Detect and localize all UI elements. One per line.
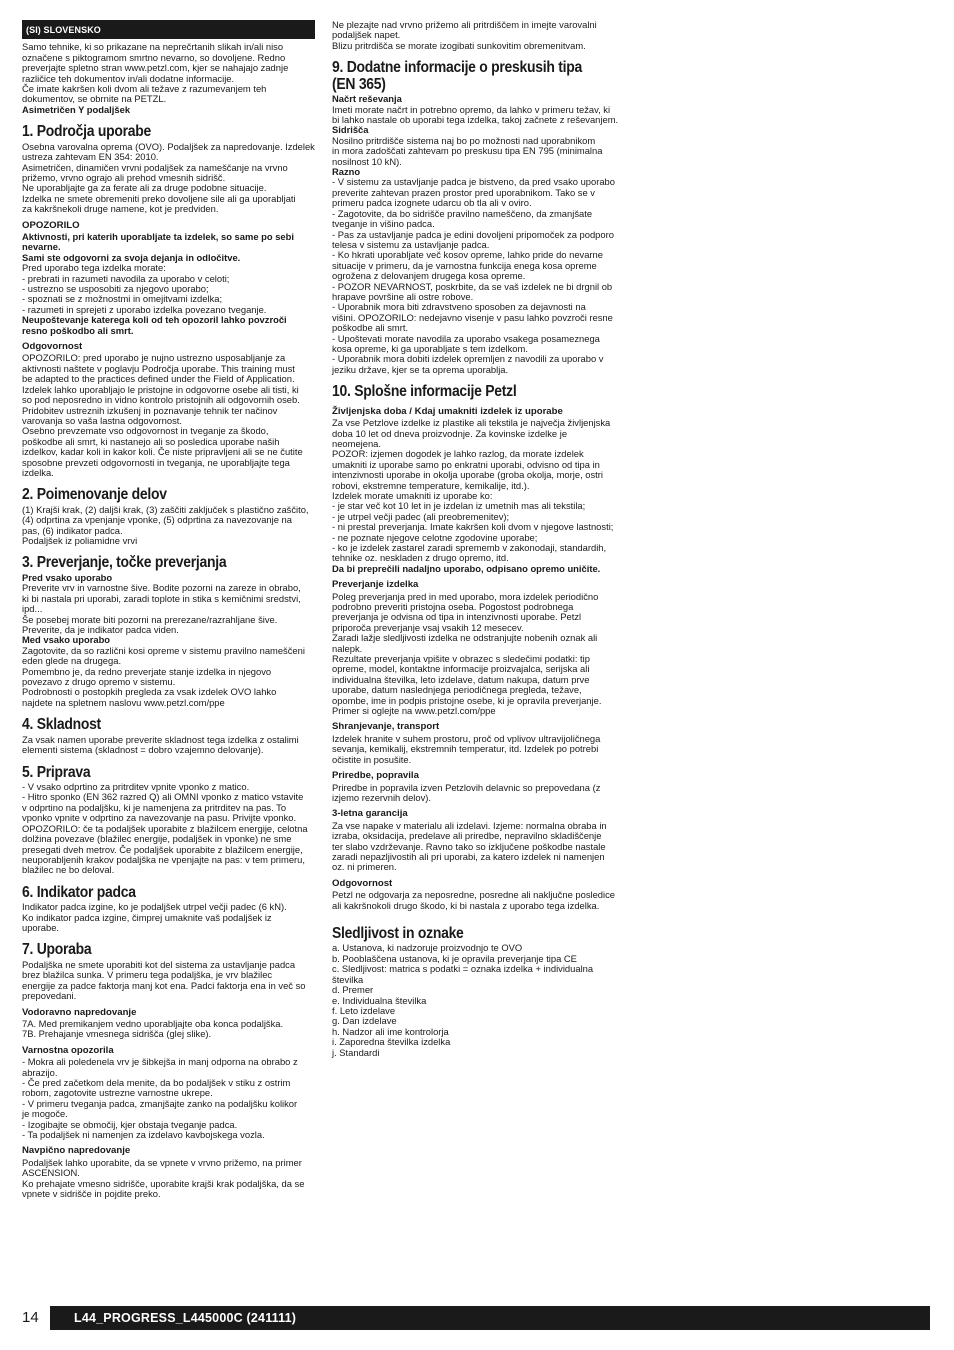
- intro-text: Samo tehnike, ki so prikazane na neprečrtanih slikah in/ali niso označene s piktogramom smrtno nevarno, so dovoljene. Redno preverjajte spletno stran www.petzl.com, kjer se nahajajo zadnje različice teh dokumentov in/ali dodatne informacije. Če imate kakršen koli dvom ali težave z razumevanjem teh dokumentov, se obrnite na PETZL.: [22, 41, 289, 105]
- continued-text: Ne plezajte nad vrvno prižemo ali pritrdiščem in imejte varovalni podaljšek napet. Blizu pritrdišča se morate izogibati sunkovitim obremenitvam.: [332, 19, 597, 51]
- modifications-heading: Priredbe, popravila: [332, 770, 419, 782]
- vertical-text: Podaljšek lahko uporabite, da se vpnete v vrvno prižemo, na primer ASCENSION. Ko prehajate vmesno sidrišče, uporabite krajši krak podaljška, da se vpnete v sidrišče in pojdite preko.: [22, 1156, 305, 1200]
- section-7-title: 7. Uporaba: [22, 941, 92, 959]
- safety-text: - Mokra ali poledenela vrv je šibkejša in manj odporna na obrabo z abrazijo. - Če pred začetkom dela menite, da bo podaljšek v stiku z ostrim robom, zagotovite ustrezne varnostne ukrepe. - V primeru tveganja padca, zmanjšajte zanko na podaljšku kolikor je mogoče. - Izogibajte se območij, kjer obstaja tveganje padca. - Ta podaljšek ni namenjen za izdelavo kavbojskega vozla.: [22, 1056, 298, 1141]
- rescue-plan-heading: Načrt reševanja: [332, 93, 402, 105]
- page-number: 14: [22, 1309, 39, 1326]
- warning-bold-2: Neupoštevanje katerega koli od teh opozoril lahko povzroči resno poškodbo ali smrt.: [22, 314, 287, 336]
- inspection-text: Poleg preverjanja pred in med uporabo, mora izdelek periodično podrobno preveriti pristojna oseba. Pogostost podrobnega preverjanja je odvisna od tipa in intenzivnosti uporabe. Petzl priporoča preverjanje vsaj vsakih 12 mesecev. Zaradi lažje sledljivosti izdelka ne odstranjujte nobenih oznak ali nalepk. Rezultate preverjanja vpišite v obrazec s sledečimi podatki: tip opreme, model, kontaktne informacije proizvajalca, serijska ali individualna številka, leto izdelave, datum nakupa, datum prve uporabe, datum naslednjega periodičnega pregleda, težave, opombe, ime in podpis pristojne osebe, ki je opravila preverjanje. Primer si oglejte na www.petzl.com/ppe: [332, 590, 602, 717]
- section-5-text: - V vsako odprtino za pritrditev vpnite vponko z matico. - Hitro sponko (EN 362 razred Q) ali OMNI vponko z matico vstavite v odprtino na podaljšku, ki je namenjena za pritrditev na pas. To vponko vpnite v odprtino za navezovanje na pasu. Privijte vponko. OPOZORILO: če ta podaljšek uporabite z blažilcem energije, celotna dolžina povezave (blažilec energije, podaljšek in vponke) ne sme presegati dveh metrov. Če podaljšek uporabite z blažilcem energije, neuporabljenih krakov podaljška ne vpenjajte na pas: v tem primeru, blažilec ne bo deloval.: [22, 781, 308, 876]
- language-header: (SI) SLOVENSKO: [22, 20, 315, 39]
- misc-text: - V sistemu za ustavljanje padca je bistveno, da pred vsako uporabo preverite zahtevan prazen prostor pred uporabnikom. Tako se v primeru padca izognete udarcu ob tla ali v oviro. - Zagotovite, da bo sidrišče pravilno nameščeno, da zmanjšate tveganje in višino padca. - Pas za ustavljanje padca je edini dovoljeni pripomoček za podporo telesa v sistemu za ustavljanje padca. - Ko hkrati uporabljate več kosov opreme, lahko pride do nevarne situacije v primeru, da je varnostna funkcija enega kosa opreme ogrožena z delovanjem drugega kosa opreme. - POZOR NEVARNOST, poskrbite, da se vaš izdelek ne bi drgnil ob hrapave površine ali ostre robove. - Uporabnik mora biti zdravstveno sposoben za dejavnosti na višini. OPOZORILO: nedejavno visenje v pasu lahko povzroči resne poškodbe ali smrt. - Upoštevati morate navodila za uporabo vsakega posameznega kosa opreme, ki ga uporabljate s tem izdelkom. - Uporabnik mora dobiti izdelek opremljen z navodili za uporabo v jeziku države, kjer se ta oprema uporablja.: [332, 176, 615, 375]
- inspection-heading: Preverjanje izdelka: [332, 579, 419, 591]
- lifetime-bold: Da bi preprečili nadaljno uporabo, odpisano opremo uničite.: [332, 562, 601, 574]
- warning-text: Pred uporabo tega izdelka morate: - prebrati in razumeti navodila za uporabo v celoti; - ustrezno se usposobiti za njegovo uporabo; - spoznati se z možnostmi in omejitvami izdelka; - razumeti in sprejeti z uporabo izdelka povezano tveganje.: [22, 262, 267, 315]
- section-6-text: Indikator padca izgine, ko je podaljšek utrpel večji padec (6 kN). Ko indikator padca izgine, čimprej umaknite vaš podaljšek iz uporabe.: [22, 901, 287, 934]
- responsibility-heading: Odgovornost: [22, 341, 83, 353]
- responsibility-text: OPOZORILO: pred uporabo je nujno ustrezno usposabljanje za aktivnosti naštete v poglavju Področja uporabe. This training must be adapted to the practices defined under the Field of Application. Izdelek lahko uporabljajo le pristojne in odgovorne osebe ali tisti, ki so pod neposredno in vidno kontrolo pristojnih ali odgovornih oseb. Pridobitev ustreznih izkušenj in poznavanje tehnik ter načinov varovanja so vaša lastna odgovornost. Osebno prevzemate vso odgovornost in tveganje za škodo, poškodbe ali smrt, ki nastanejo ali so posledica uporabe naših izdelkov, kadar koli in kakor koli. Če niste pripravljeni ali se ne čutite sposobne prevzeti odgovornosti in tveganja, ne uporabljajte tega izdelka.: [22, 352, 303, 478]
- horizontal-heading: Vodoravno napredovanje: [22, 1006, 137, 1018]
- section-1-text: Osebna varovalna oprema (OVO). Podaljšek za napredovanje. Izdelek ustreza zahtevam EN 354: 2010. Asimetričen, dinamičen vrvni podaljšek za nameščanje na vrvno prižemo, vrvno ograjo ali prehod vmesnih sidrišč. Ne uporabljajte ga za ferate ali za druge podobne situacije. Izdelka ne smete obremeniti preko dovoljene sile ali ga uporabljati za kakršnekoli druge namene, kot je predviden.: [22, 140, 315, 215]
- before-use-text: Preverite vrv in varnostne šive. Bodite pozorni na zareze in obrabo, ki bi nastala pri uporabi, zaradi toplote in stika s kemičnimi sredstvi, ipd... Še posebej morate biti pozorni na prerezane/razrahljane šive. Preverite, da je indikator padca viden.: [22, 582, 301, 635]
- traceability-title: Sledljivost in oznake: [332, 924, 464, 942]
- warning-bold-1: Aktivnosti, pri katerih uporabljate ta izdelek, so same po sebi nevarne. Sami ste odgovorni za svoja dejanja in odločitve.: [22, 231, 294, 263]
- storage-heading: Shranjevanje, transport: [332, 721, 440, 733]
- page-footer: [22, 1306, 930, 1330]
- liability-heading: Odgovornost: [332, 877, 393, 889]
- anchors-text: Nosilno pritrdišče sistema naj bo po možnosti nad uporabnikom in mora zadoščati zahtevam po preskusu tipa EN 795 (minimalna nosilnost 10 kN).: [332, 134, 603, 167]
- section-7-text: Podaljška ne smete uporabiti kot del sistema za ustavljanje padca brez blažilca sunka. V primeru tega podaljška, je vrv blažilec energije za padce faktorja manj kot ena. Padci faktorja ena in več so prepovedani.: [22, 958, 306, 1002]
- section-4-title: 4. Skladnost: [22, 716, 101, 734]
- section-5-title: 5. Priprava: [22, 763, 91, 781]
- section-9-title: 9. Dodatne informacije o preskusih tipa (EN 365): [332, 59, 582, 93]
- safety-heading: Varnostna opozorila: [22, 1044, 114, 1056]
- anchors-heading: Sidrišča: [332, 124, 369, 136]
- liability-text: Petzl ne odgovarja za neposredne, posredne ali naključne posledice ali kakršnokoli drugo škodo, ki bi nastala z uporabo tega izdelka.: [332, 889, 616, 911]
- right-column: [332, 20, 630, 1058]
- traceability-list: a. Ustanova, ki nadzoruje proizvodnjo te OVO b. Pooblaščena ustanova, ki je opravila preverjanje tipa CE c. Sledljivost: matrica s podatki = oznaka izdelka + individualna številka d. Premer e. Individualna številka f. Leto izdelave g. Dan izdelave h. Nadzor ali ime kontrolorja i. Zaporedna številka izdelka j. Standardi: [332, 942, 594, 1058]
- misc-heading: Razno: [332, 166, 361, 178]
- vertical-heading: Navpično napredovanje: [22, 1145, 131, 1157]
- lifetime-heading: Življenjska doba / Kdaj umakniti izdelek iz uporabe: [332, 405, 563, 417]
- section-6-title: 6. Indikator padca: [22, 883, 136, 901]
- product-subtitle: Asimetričen Y podaljšek: [22, 103, 131, 115]
- guarantee-text: Za vse napake v materialu ali izdelavi. Izjeme: normalna obraba in izraba, oksidacija, predelave ali priredbe, nepravilno skladiščenje ter slabo vzdrževanje. Ravno tako so izključene poškodbe nastale zaradi nepazljivostih ali pri uporabi, za katero izdelek ni namenjen oz. ni primeren.: [332, 819, 607, 873]
- left-column: [22, 20, 315, 1199]
- horizontal-text: 7A. Med premikanjem vedno uporabljajte oba konca podaljška. 7B. Prehajanje vmesnega sidrišča (glej slike).: [22, 1017, 284, 1040]
- section-1-title: 1. Področja uporabe: [22, 123, 151, 141]
- document-code: L44_PROGRESS_L445000C (241111): [74, 1311, 297, 1325]
- during-use-heading: Med vsako uporabo: [22, 634, 111, 646]
- during-use-text: Zagotovite, da so različni kosi opreme v sistemu pravilno nameščeni eden glede na drugega. Pomembno je, da redno preverjate stanje izdelka in njegovo povezavo z drugo opremo v sistemu. Podrobnosti o postopkih pregleda za vsak izdelek OVO lahko najdete na spletnem naslovu www.petzl.com/ppe: [22, 644, 305, 708]
- section-10-title: 10. Splošne informacije Petzl: [332, 383, 517, 401]
- lifetime-text: Za vse Petzlove izdelke iz plastike ali tekstila je največja življenjska doba 10 let od dneva proizvodnje. Za kovinske izdelke je neomejena. POZOR: izjemen dogodek je lahko razlog, da morate izdelek umakniti iz uporabe samo po enkratni uporabi, odvisno od tipa in intenzivnosti uporabe in okolja uporabe (groba okolja, morje, ostri robovi, ekstremne temperature, kemikalije, itd.). Izdelek morate umakniti iz uporabe ko: - je star več kot 10 let in je izdelan iz umetnih mas ali tekstila; - je utrpel večji padec (ali preobremenitev); - ni prestal preverjanja. Imate kakršen koli dvom v njegove lastnosti; - ne poznate njegove celotne zgodovine uporabe; - ko je izdelek zastarel zaradi sprememb v zakonodaji, standardih, tehnike oz. neskladen z drugo opremo, itd.: [332, 417, 614, 564]
- before-use-heading: Pred vsako uporabo: [22, 571, 113, 583]
- section-4-text: Za vsak namen uporabe preverite skladnost tega izdelka z ostalimi elementi sistema (skladnost = dobro vzajemno delovanje).: [22, 733, 299, 756]
- storage-text: Izdelek hranite v suhem prostoru, proč od vplivov ultravijoličnega sevanja, kemikalij, ekstremnih temperatur, itd. Izdelek po potrebi očistite in posušite.: [332, 732, 601, 765]
- warning-heading: OPOZORILO: [22, 219, 80, 231]
- modifications-text: Priredbe in popravila izven Petzlovih delavnic so prepovedana (z izjemo rezervnih delov).: [332, 781, 601, 803]
- guarantee-heading: 3-letna garancija: [332, 808, 408, 820]
- footer-bar: [50, 1306, 930, 1330]
- rescue-plan-text: Imeti morate načrt in potrebno opremo, da lahko v primeru težav, ki bi lahko nastale ob uporabi tega izdelka, takoj začnete z reševanjem.: [332, 103, 619, 126]
- section-2-text: (1) Krajši krak, (2) daljši krak, (3) zaščiti zaključek s plastično zaščito, (4) odprtina za vpenjanje vponke, (5) odprtina za navezovanje na pas, (6) indikator padca. Podaljšek iz poliamidne vrvi: [22, 503, 309, 547]
- section-3-title: 3. Preverjanje, točke preverjanja: [22, 554, 227, 572]
- section-2-title: 2. Poimenovanje delov: [22, 486, 167, 504]
